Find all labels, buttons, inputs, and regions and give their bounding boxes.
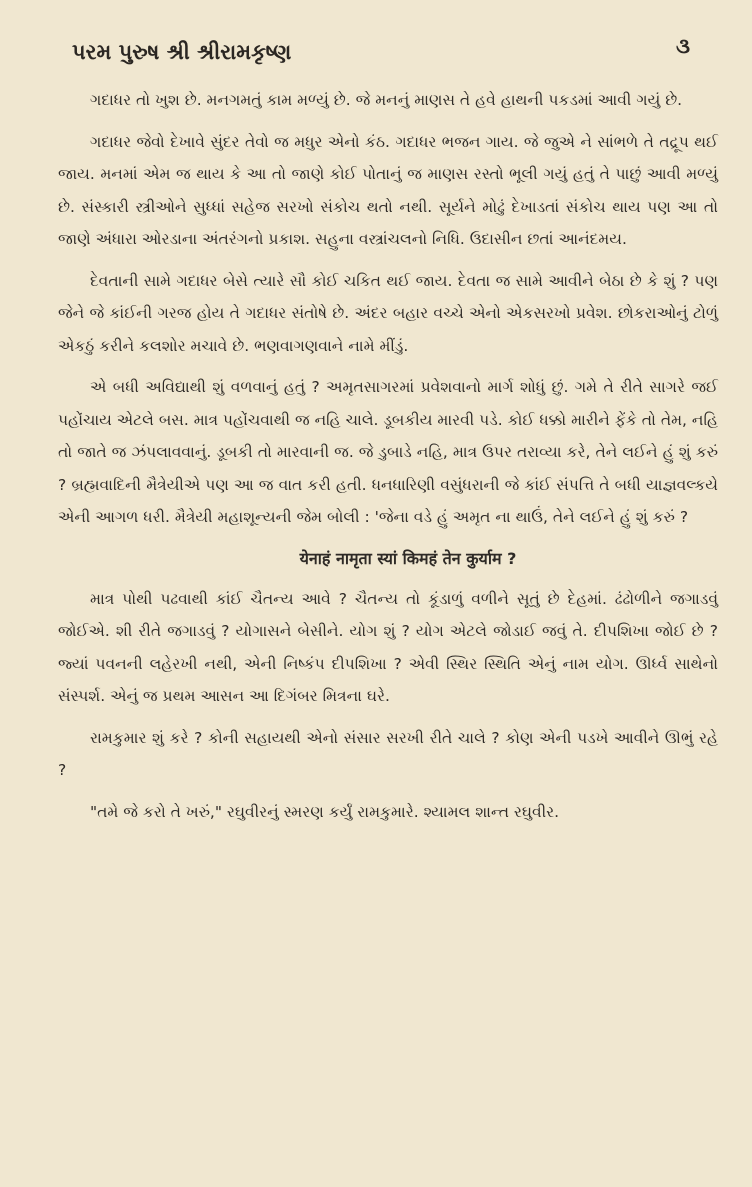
- body-text: [58, 84, 718, 837]
- paragraph: ગદાધર જેવો દેખાવે સુંદર તેવો જ મધુર એનો કંઠ. ગદાધર ભજન ગાય. જે જુએ ને સાંભળે તે તદ્રૂપ થઈ જાય. મનમાં એમ જ થાય કે આ તો જાણે કોઈ પોતાનું જ માણસ રસ્તો ભૂલી ગયું હતું તે પાછું આવી મળ્યું છે. સંસ્કારી સ્ત્રીઓને સુધ્ધાં સહેજ સરખો સંકોચ થતો નથી. સૂર્યને મોઢું દેખાડતાં સંકોચ થાય પણ આ તો જાણે અંધારા ઓરડાના અંતરંગનો પ્રકાશ. સહુના વસ્ત્રાંચલનો નિધિ. ઉદાસીન છતાં આનંદમય.: [58, 132, 718, 248]
- paragraph: એ બધી અવિદ્યાથી શું વળવાનું હતું ? અમૃતસાગરમાં પ્રવેશવાનો માર્ગ શોધું છું. ગમે તે રીતે સાગરે જઈ પહોંચાય એટલે બસ. માત્ર પહોંચવાથી જ નહિ ચાલે. ડૂબકીય મારવી પડે. કોઈ ધક્કો મારીને ફેંકે તો તેમ, નહિ તો જાતે જ ઝંપલાવવાનું. ડૂબકી તો મારવાની જ. જે ડુબાડે નહિ, માત્ર ઉપર તરાવ્યા કરે, તેને લઈને હું શું કરું ? બ્રહ્મવાદિની મૈત્રેયીએ પણ આ જ વાત કરી હતી. ધનધારિણી વસુંધરાની જે કાંઈ સંપત્તિ તે બધી યાજ્ઞવલ્કયે એની આગળ ધરી. મૈત્રેયી મહાશૂન્યની જેમ બોલી : 'જેના વડે હું અમૃત ના થાઉં, તેને લઈને હું શું કરું ?: [58, 378, 718, 526]
- sanskrit-quote: येनाहं नामृता स्यां किमहं तेन कुर्याम ?: [299, 548, 517, 568]
- paragraph: ગદાધર તો ખુશ છે. મનગમતું કામ મળ્યું છે. જે મનનું માણસ તે હવે હાથની પકડમાં આવી ગયું છે.: [90, 91, 683, 109]
- paragraph: રામકુમાર શું કરે ? કોની સહાયથી એનો સંસાર સરખી રીતે ચાલે ? કોણ એની પડખે આવીને ઊભું રહે ?: [58, 728, 718, 779]
- paragraph: માત્ર પોથી પઢવાથી કાંઈ ચૈતન્ય આવે ? ચૈતન્ય તો કૂંડાળું વળીને સૂતું છે દેહમાં. ઢંઢોળીને જગાડવું જોઈએ. શી રીતે જગાડવું ? યોગાસને બેસીને. યોગ શું ? યોગ એટલે જોડાઈ જવું તે. દીપશિખા જોઈ છે ? જ્યાં પવનની લહેરખી નથી, એની નિષ્કંપ દીપશિખા ? એવી સ્થિર સ્થિતિ એનું નામ યોગ. ઊર્ધ્વ સાથેનો સંસ્પર્શ. એનું જ પ્રથમ આસન આ દિગંબર મિત્રના ઘરે.: [58, 589, 718, 705]
- paragraph: દેવતાની સામે ગદાધર બેસે ત્યારે સૌ કોઈ ચકિત થઈ જાય. દેવતા જ સામે આવીને બેઠા છે કે શું ? પણ જેને જે કાંઈની ગરજ હોય તે ગદાધર સંતોષે છે. અંદર બહાર વચ્ચે એનો એકસરખો પ્રવેશ. છોકરાઓનું ટોળું એકઠું કરીને કલશોર મચાવે છે. ભણવાગણવાને નામે મીંડું.: [58, 271, 718, 355]
- running-header-title: પરમ પુરુષ શ્રી શ્રીરામકૃષ્ણ: [72, 40, 292, 64]
- page-number: ૩: [676, 34, 690, 58]
- paragraph: "તમે જે કરો તે ખરું," રઘુવીરનું સ્મરણ કર્યું રામકુમારે. શ્યામલ શાન્ત રઘુવીર.: [90, 802, 560, 821]
